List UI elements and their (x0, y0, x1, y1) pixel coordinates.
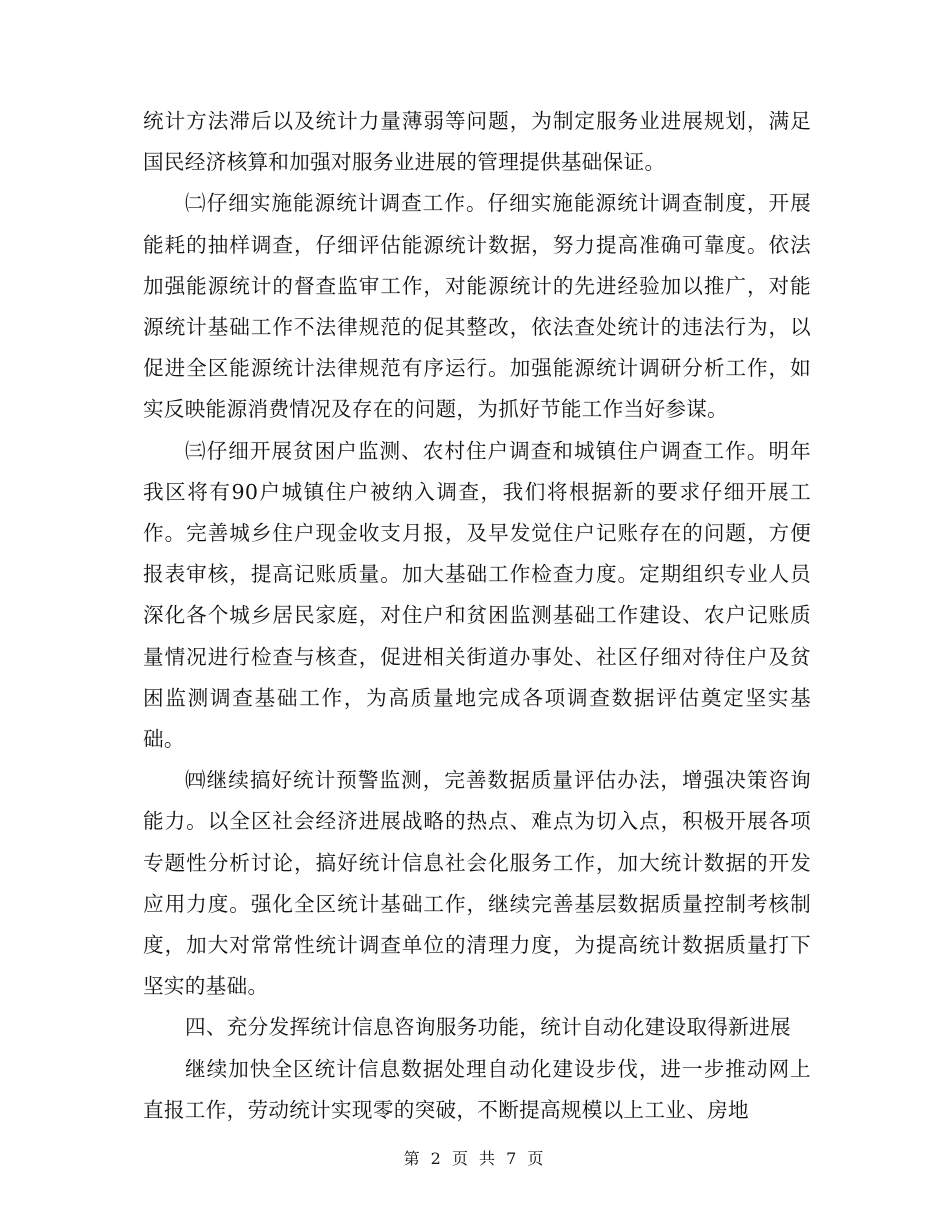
section-heading-four: 四、充分发挥统计信息咨询服务功能，统计自动化建设取得新进展 (185, 1015, 791, 1040)
paragraph-energy-statistics: ㈡仔细实施能源统计调查工作。仔细实施能源统计调查制度，开展能耗的抽样调查，仔细评估能源统计数据，努力提高准确可靠度。依法加强能源统计的督查监审工作，对能源统计的先进经验加以推广，对能源统计基础工作不法律规范的促其整改，依法查处统计的违法行为，以促进全区能源统计法律规范有序运行。加强能源统计调研分析工作，如实反映能源消费情况及存在的问题，为抓好节能工作当好参谋。 (143, 191, 811, 422)
paragraph-household-survey: ㈢仔细开展贫困户监测、农村住户调查和城镇住户调查工作。明年我区将有90户城镇住户被纳入调查，我们将根据新的要求仔细开展工作。完善城乡住户现金收支月报，及早发觉住户记账存在的问题，方便报表审核，提高记账质量。加大基础工作检查力度。定期组织专业人员深化各个城乡居民家庭，对住户和贫困监测基础工作建设、农户记账质量情况进行检查与核查，促进相关街道办事处、社区仔细对待住户及贫困监测调查基础工作，为高质量地完成各项调查数据评估奠定坚实基础。 (143, 438, 811, 752)
paragraph-continuation: 统计方法滞后以及统计力量薄弱等问题，为制定服务业进展规划，满足国民经济核算和加强对服务业进展的管理提供基础保证。 (143, 109, 811, 175)
paragraph-monitoring: ㈣继续搞好统计预警监测，完善数据质量评估办法，增强决策咨询能力。以全区社会经济进展战略的热点、难点为切入点，积极开展各项专题性分析讨论，搞好统计信息社会化服务工作，加大统计数据的开发应用力度。强化全区统计基础工作，继续完善基层数据质量控制考核制度，加大对常常性统计调查单位的清理力度，为提高统计数据质量打下坚实的基础。 (143, 768, 811, 999)
paragraph-automation: 继续加快全区统计信息数据处理自动化建设步伐，进一步推动网上直报工作，劳动统计实现零的突破，不断提高规模以上工业、房地 (143, 1056, 811, 1122)
document-body (143, 101, 811, 1131)
page-number-footer: 第 2 页 共 7 页 (403, 1149, 547, 1168)
